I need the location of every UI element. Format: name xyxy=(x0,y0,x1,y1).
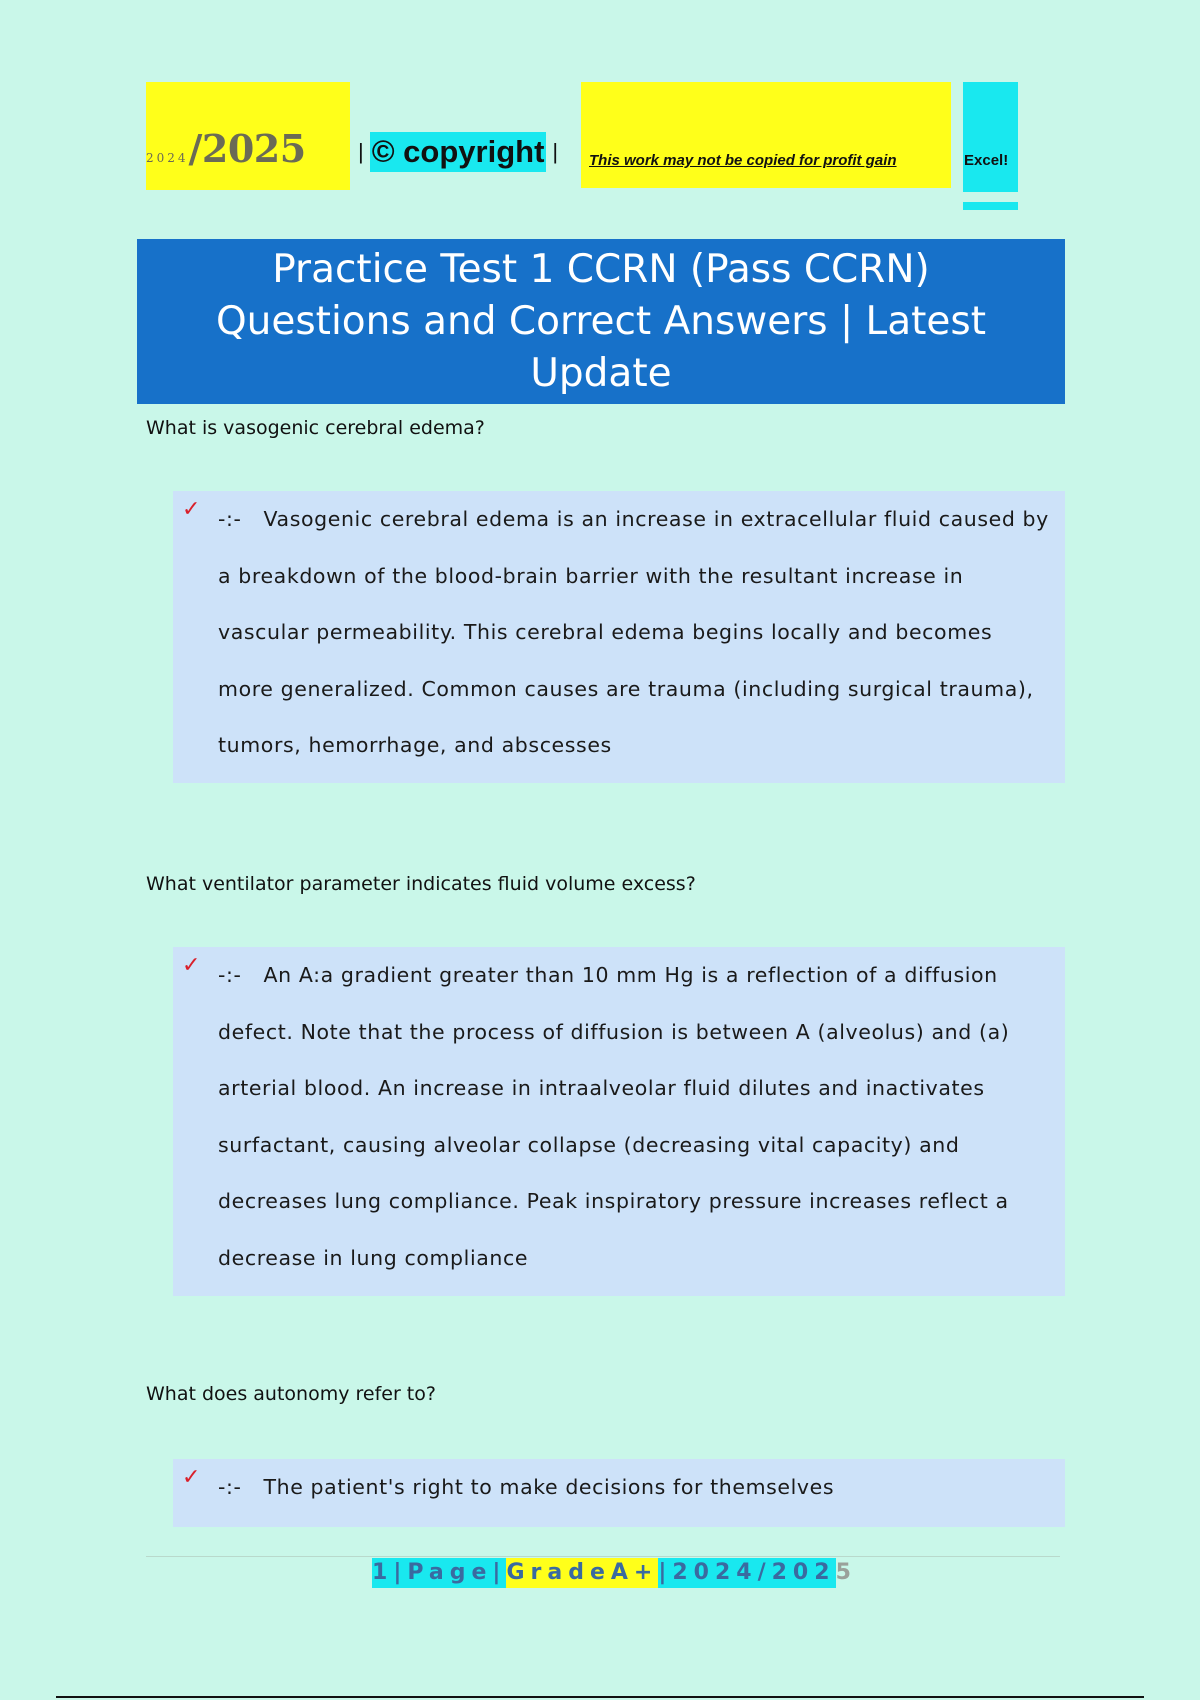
footer-page-number: 1 xyxy=(372,1558,393,1588)
copyright-bar-right: | xyxy=(552,139,559,164)
answer-2 xyxy=(173,947,1065,1286)
answer-marker: -:- xyxy=(218,507,242,531)
excel-text: Excel! xyxy=(964,152,1009,169)
footer-year-last: 5 xyxy=(835,1560,857,1585)
document-title xyxy=(137,239,1065,404)
excel-underline xyxy=(963,202,1018,210)
footer-year: |2024/202 xyxy=(658,1558,835,1588)
footer-page-label: |Page| xyxy=(393,1558,506,1588)
answer-text: The patient's right to make decisions for themselves xyxy=(263,1475,835,1499)
year-end: /2025 xyxy=(188,126,306,171)
check-icon: ✓ xyxy=(182,497,201,522)
answer-text: Vasogenic cerebral edema is an increase in extracellular fluid caused by a breakdown of the blood-brain barrier with the resultant increase in vascular permeability. This cerebral edema begins locally and becomes more generalized. Common causes are trauma (including surgical trauma), tumors, hemorrhage, and abscesses xyxy=(218,507,1049,757)
excel-badge xyxy=(963,82,1018,192)
answer-box-3 xyxy=(173,1459,1065,1527)
copy-notice-text: This work may not be copied for profit gain xyxy=(589,152,897,169)
check-icon: ✓ xyxy=(182,1465,201,1490)
title-line-2: Questions and Correct Answers | Latest xyxy=(215,299,987,344)
answer-1 xyxy=(173,491,1065,774)
year-banner xyxy=(146,82,350,190)
question-1: What is vasogenic cerebral edema? xyxy=(146,417,485,439)
title-line-1: Practice Test 1 CCRN (Pass CCRN) xyxy=(272,247,930,292)
answer-3 xyxy=(173,1459,1065,1516)
question-3: What does autonomy refer to? xyxy=(146,1383,436,1405)
footer-grade: GradeA+ xyxy=(506,1558,658,1588)
footer-divider xyxy=(146,1556,1060,1557)
title-line-3: Update xyxy=(530,351,672,396)
answer-box-2 xyxy=(173,947,1065,1296)
year-start: 2024 xyxy=(146,151,189,165)
answer-marker: -:- xyxy=(218,1475,242,1499)
copyright-bar-left: | xyxy=(358,139,364,164)
bottom-rule xyxy=(56,1696,1144,1698)
answer-text: An A:a gradient greater than 10 mm Hg is a reflection of a diffusion defect. Note that the process of diffusion is between A (alveolus) and (a) arterial blood. An increase in intraalveolar fluid dilutes and inactivates surfactant, causing alveolar collapse (decreasing vital capacity) and decreases lung compliance. Peak inspiratory pressure increases reflect a decrease in lung compliance xyxy=(218,963,1010,1270)
check-icon: ✓ xyxy=(182,953,201,978)
copy-notice xyxy=(581,82,951,188)
question-2: What ventilator parameter indicates fluid volume excess? xyxy=(146,873,696,895)
answer-box-1 xyxy=(173,491,1065,783)
copyright-label xyxy=(358,132,558,172)
page-footer xyxy=(372,1558,857,1588)
answer-marker: -:- xyxy=(218,963,242,987)
copyright-text: © copyright xyxy=(370,132,547,172)
